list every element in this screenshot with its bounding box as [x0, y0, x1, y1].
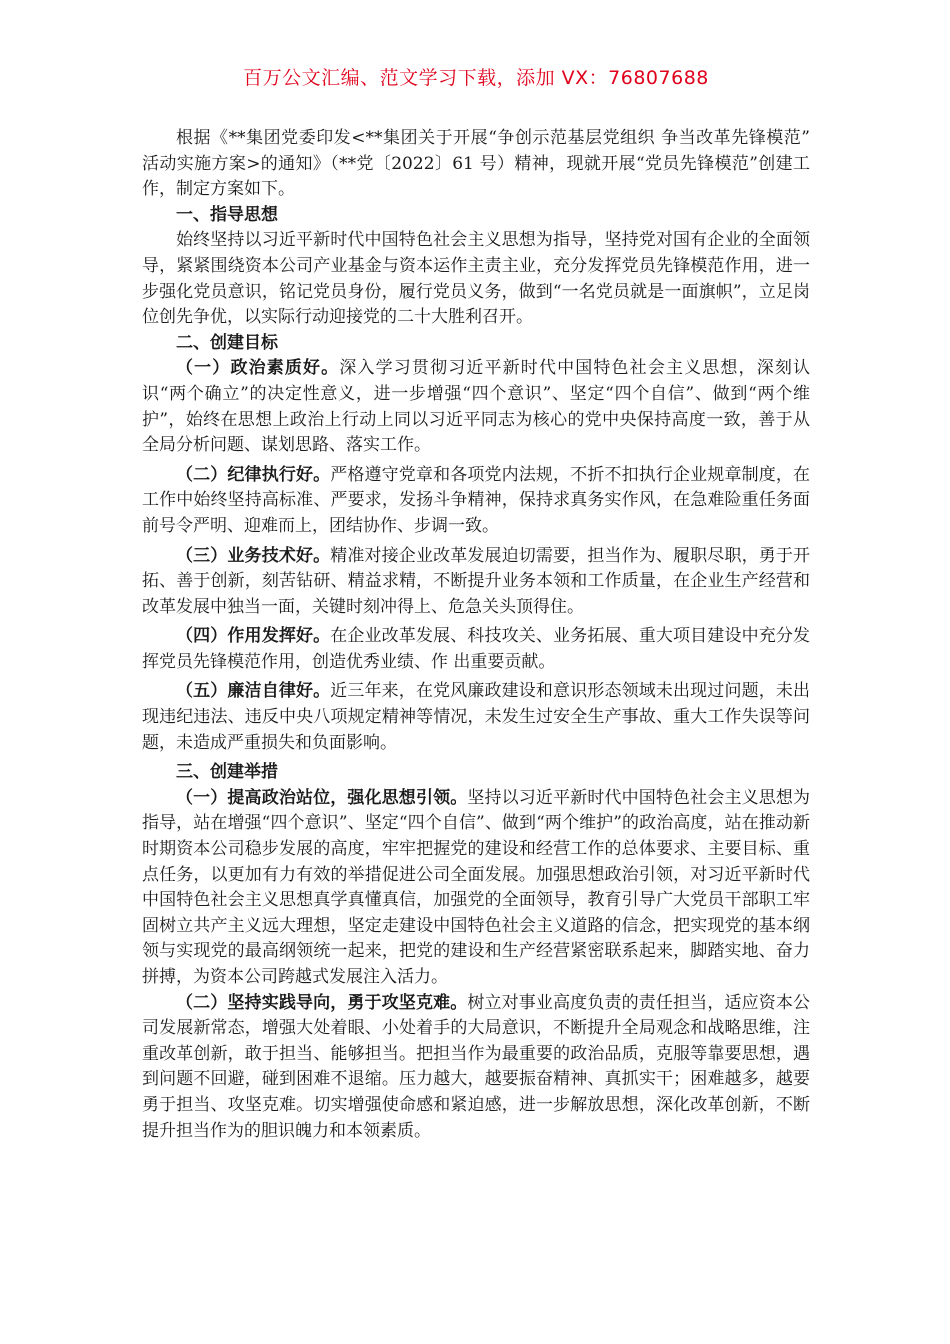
goal-item-text: 严格遵守党章和各项党内法规，不折不扣执行企业规章制度，在工作中始终坚持高标准、严要求，发扬斗争精神，保持求真务实作风，在急难险重任务面前号令严明、迎难而上，团结协作、步调一致。: [142, 464, 810, 536]
measure-item-2: [142, 991, 810, 1145]
goal-item-lead: （二）纪律执行好。: [176, 464, 331, 485]
goal-item-text: 精准对接企业改革发展迫切需要，担当作为、履职尽职，勇于开拓、善于创新，刻苦钻研、精益求精，不断提升业务本领和工作质量，在企业生产经营和改革发展中独当一面，关键时刻冲得上、危急关头顶得住。: [142, 545, 810, 617]
measure-item-lead: （一）提高政治站位，强化思想引领。: [176, 787, 468, 808]
goal-item-5: [142, 679, 810, 756]
goal-item-text: 在企业改革发展、科技攻关、业务拓展、重大项目建设中充分发挥党员先锋模范作用，创造优秀业绩、作 出重要贡献。: [142, 626, 810, 672]
section-heading-1: 一、指导思想: [176, 204, 278, 225]
goal-item-lead: （四）作用发挥好。: [176, 626, 331, 647]
goal-item-3: [142, 544, 810, 621]
section-1-paragraph: 始终坚持以习近平新时代中国特色社会主义思想为指导，坚持党对国有企业的全面领导，紧紧围绕资本公司产业基金与资本运作主责主业，充分发挥党员先锋模范作用，进一步强化党员意识，铭记党员身份，履行党员义务，做到“一名党员就是一面旗帜”，立足岗位创先争优，以实际行动迎接党的二十大胜利召开。: [142, 230, 810, 328]
watermark-banner: 百万公文汇编、范文学习下载，添加 VX：76807688: [243, 67, 709, 89]
intro-paragraph: 根据《**集团党委印发<**集团关于开展“争创示范基层党组织 争当改革先锋模范” 活动实施方案>的通知》（**党〔2022〕61 号）精神，现就开展“党员先锋模范”创建工作，制定方案如下。: [142, 128, 810, 200]
goal-item-lead: （三）业务技术好。: [176, 545, 331, 566]
section-heading-3: 三、创建举措: [176, 762, 278, 783]
measure-item-text: 树立对事业高度负责的责任担当，适应资本公司发展新常态，增强大处着眼、小处着手的大局意识，不断提升全局观念和战略思维，注重改革创新，敢于担当、能够担当。把担当作为最重要的政治品质，克服等靠要思想，遇到问题不回避，碰到困难不退缩。压力越大，越要振奋精神、真抓实干；困难越多，越要勇于担当、攻坚克难。切实增强使命感和紧迫感，进一步解放思想，深化改革创新，不断提升担当作为的胆识魄力和本领素质。: [142, 992, 811, 1141]
goal-item-1: [142, 356, 810, 458]
goal-item-text: 近三年来，在党风廉政建设和意识形态领域未出现过问题，未出现违纪违法、违反中央八项规定精神等情况，未发生过安全生产事故、重大工作失误等问题，未造成严重损失和负面影响。: [142, 681, 810, 753]
document-body: [142, 126, 810, 1144]
goal-item-4: [142, 624, 810, 675]
goal-item-lead: （五）廉洁自律好。: [176, 681, 331, 702]
goal-item-2: [142, 463, 810, 540]
measure-item-text: 坚持以习近平新时代中国特色社会主义思想为指导，站在增强“四个意识”、坚定“四个自信”、做到“两个维护”的政治高度，站在推动新时期资本公司稳步发展的高度，牢牢把握党的建设和经营工作的总体要求、主要目标、重点任务，以更加有力有效的举措促进公司全面发展。加强思想政治引领，对习近平新时代中国特色社会主义思想真学真懂真信，加强党的全面领导，教育引导广大党员干部职工牢固树立共产主义远大理想，坚定走建设中国特色社会主义道路的信念，把实现党的基本纲领与实现党的最高纲领统一起来，把党的建设和生产经营紧密联系起来，脚踏实地、奋力拼搏，为资本公司跨越式发展注入活力。: [142, 787, 811, 987]
goal-item-text: 深入学习贯彻习近平新时代中国特色社会主义思想，深刻认识“两个确立”的决定性意义，进一步增强“四个意识”、坚定“四个自信”、做到“两个维护”，始终在思想上政治上行动上同以习近平同志为核心的党中央保持高度一致，善于从全局分析问题、谋划思路、落实工作。: [142, 358, 811, 456]
section-heading-2: 二、创建目标: [176, 332, 278, 353]
measure-item-lead: （二）坚持实践导向，勇于攻坚克难。: [176, 992, 468, 1013]
goal-item-lead: （一）政治素质好。: [176, 358, 340, 379]
measure-item-1: [142, 786, 810, 991]
